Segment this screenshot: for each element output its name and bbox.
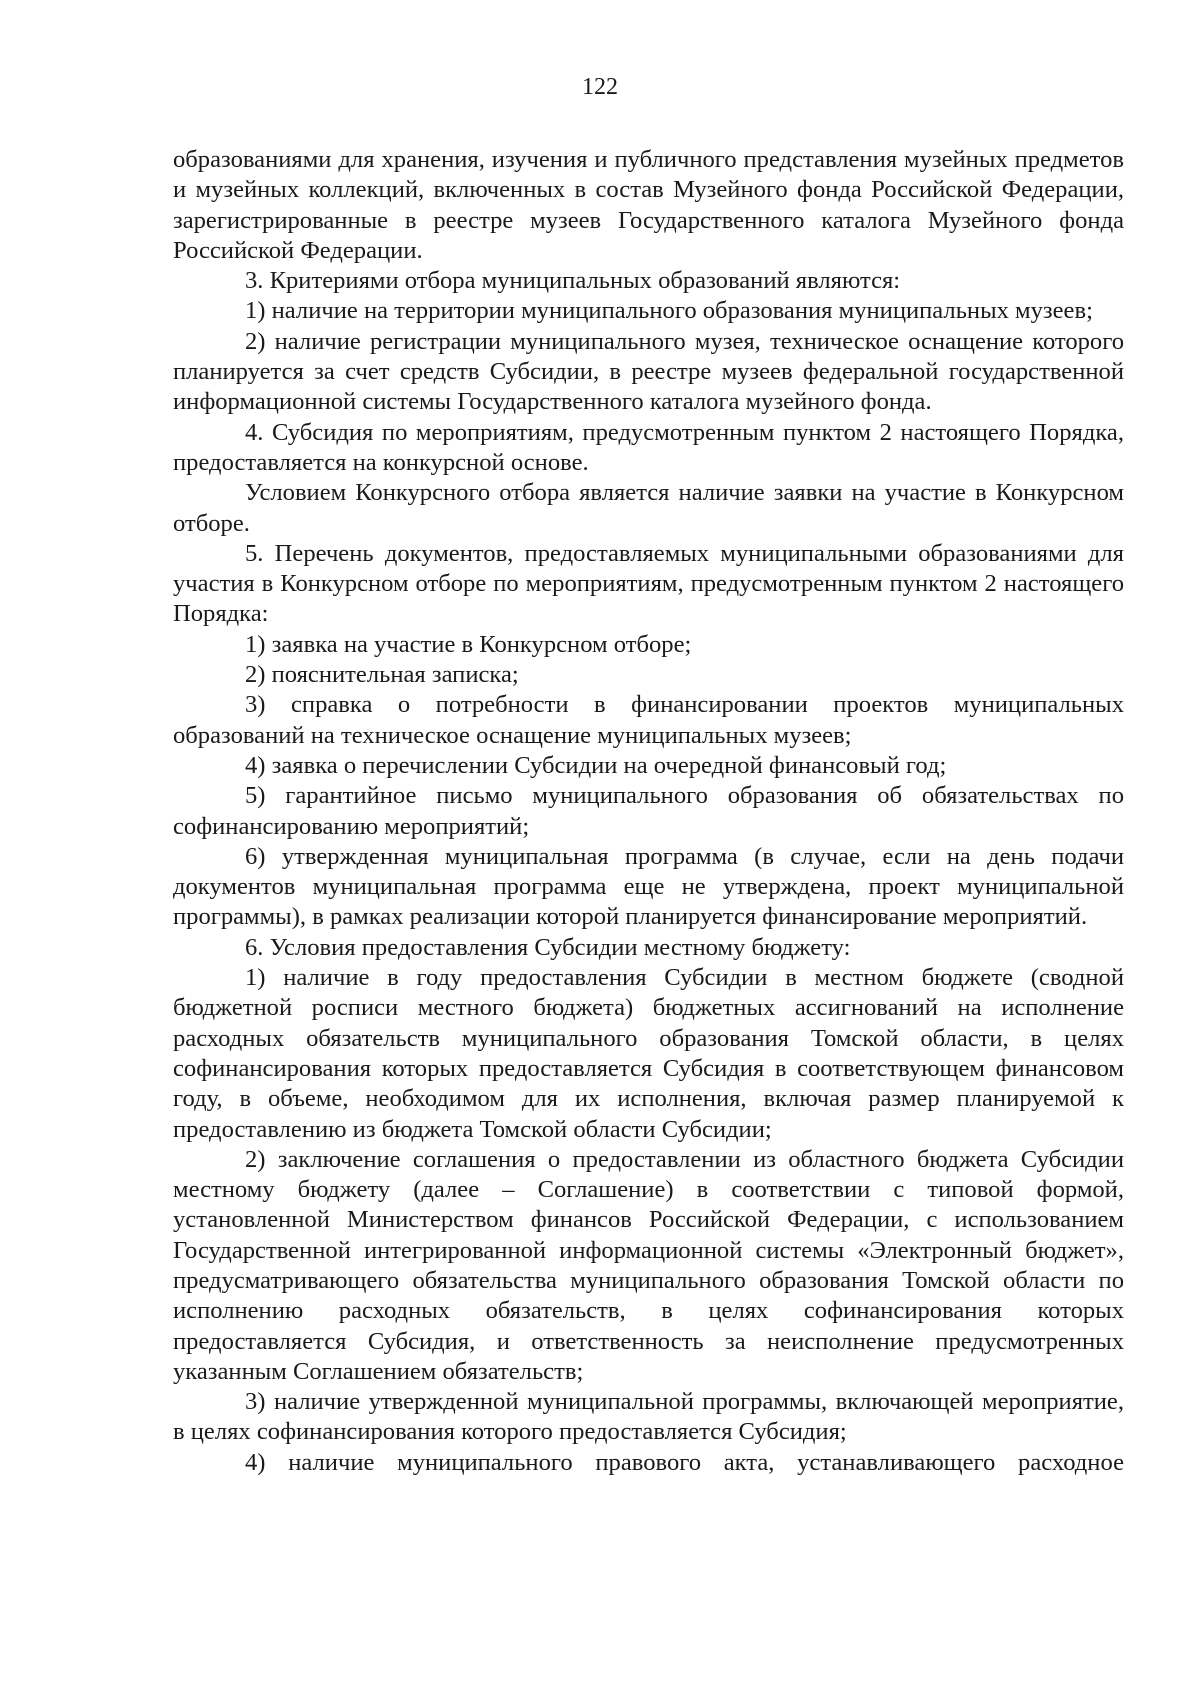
paragraph: 6. Условия предоставления Субсидии местному бюджету: <box>245 933 851 961</box>
paragraph: 3) наличие утвержденной муниципальной программы, включающей мероприятие, в целях софинансирования которого предоставляется Субсидия; <box>173 1388 1124 1446</box>
paragraph: 1) наличие в году предоставления Субсидии в местном бюджете (сводной бюджетной росписи местного бюджета) бюджетных ассигнований на исполнение расходных обязательств муниципального образования Томской области, в целях софинансирования которых предоставляется Субсидия в соответствующем финансовом году, в объеме, необходимом для их исполнения, включая размер планируемой к предоставлению из бюджета Томской области Субсидии; <box>173 964 1124 1143</box>
paragraph: 3. Критериями отбора муниципальных образований являются: <box>245 267 901 295</box>
paragraph: 6) утвержденная муниципальная программа (в случае, если на день подачи документов муниципальная программа еще не утверждена, проект муниципальной программы), в рамках реализации которой планируется финансирование мероприятий. <box>173 842 1124 931</box>
paragraph: 4. Субсидия по мероприятиям, предусмотренным пунктом 2 настоящего Порядка, предоставляется на конкурсной основе. <box>173 418 1124 476</box>
paragraph: 3) справка о потребности в финансировании проектов муниципальных образований на техническое оснащение муниципальных музеев; <box>173 691 1124 749</box>
paragraph: 2) пояснительная записка; <box>245 661 519 689</box>
paragraph: 4) заявка о перечислении Субсидии на очередной финансовый год; <box>245 751 947 779</box>
paragraph: 4) наличие муниципального правового акта, устанавливающего расходное <box>245 1448 1124 1476</box>
paragraph: образованиями для хранения, изучения и публичного представления музейных предметов и музейных коллекций, включенных в состав Музейного фонда Российской Федерации, зарегистрированные в реестре музеев Государственного каталога Музейного фонда Российской Федерации. <box>173 146 1124 264</box>
document-body <box>173 145 1124 1478</box>
paragraph: 2) заключение соглашения о предоставлении из областного бюджета Субсидии местному бюджету (далее – Соглашение) в соответствии с типовой формой, установленной Министерством финансов Российской Федерации, с использованием Государственной интегрированной информационной системы «Электронный бюджет», предусматривающего обязательства муниципального образования Томской области по исполнению расходных обязательств, в целях софинансирования которых предоставляется Субсидия, и ответственность за неисполнение предусмотренных указанным Соглашением обязательств; <box>173 1145 1124 1385</box>
page-number: 122 <box>582 74 618 100</box>
paragraph: Условием Конкурсного отбора является наличие заявки на участие в Конкурсном отборе. <box>173 479 1124 537</box>
paragraph: 1) наличие на территории муниципального образования муниципальных музеев; <box>245 297 1093 325</box>
paragraph: 5. Перечень документов, предоставляемых муниципальными образованиями для участия в Конкурсном отборе по мероприятиям, предусмотренным пунктом 2 настоящего Порядка: <box>173 539 1124 628</box>
paragraph: 2) наличие регистрации муниципального музея, техническое оснащение которого планируется за счет средств Субсидии, в реестре музеев федеральной государственной информационной системы Государственного каталога музейного фонда. <box>173 327 1124 416</box>
paragraph: 5) гарантийное письмо муниципального образования об обязательствах по софинансированию мероприятий; <box>173 782 1124 840</box>
paragraph: 1) заявка на участие в Конкурсном отборе; <box>245 630 692 658</box>
